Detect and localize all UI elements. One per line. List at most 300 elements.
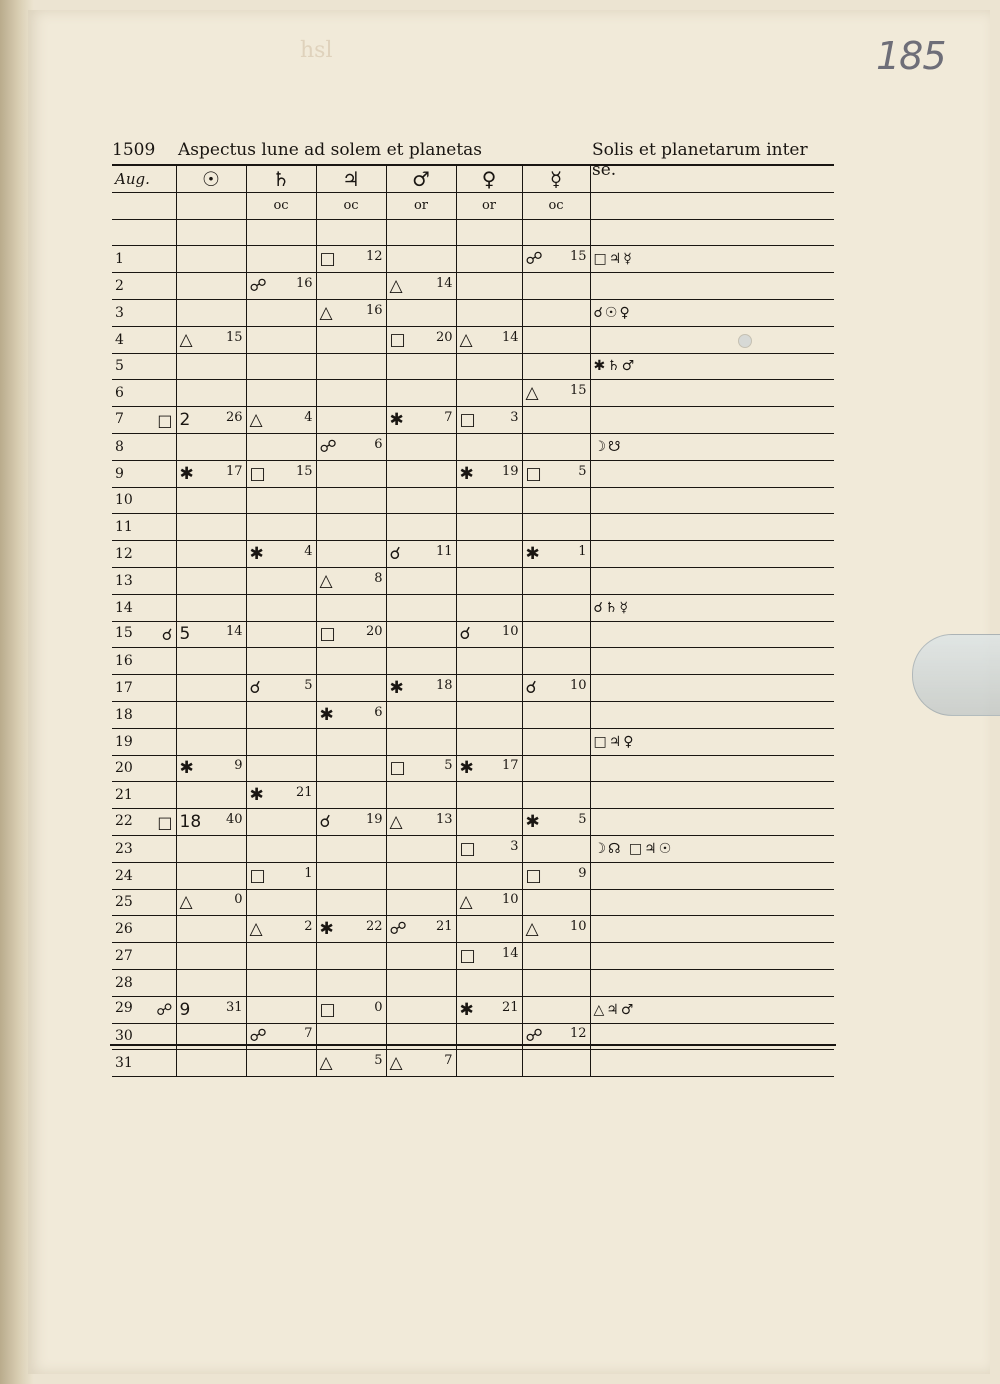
aspect-cell: [386, 728, 456, 755]
aspect-cell: [316, 594, 386, 621]
aspect-cell: [246, 675, 316, 702]
day-cell: [112, 380, 176, 407]
aspect-symbol: □: [389, 758, 406, 779]
aspect-cell: [456, 541, 522, 568]
column-head-saturn-icon: ♄: [246, 165, 316, 192]
bottom-rule: [110, 1044, 836, 1046]
aspect-cell: [316, 326, 386, 353]
aspect-cell: [522, 969, 590, 996]
aspect-cell: [316, 541, 386, 568]
aspect-cell: [176, 755, 246, 782]
planetary-conjunction: [590, 943, 834, 970]
aspect-cell: [316, 460, 386, 487]
aspect-symbol: ✱: [525, 544, 540, 565]
day-cell: [112, 916, 176, 943]
day-number: 25: [115, 894, 133, 911]
aspect-hour: 6: [374, 704, 383, 720]
aspect-cell: [176, 996, 246, 1023]
aspect-hour: 15: [225, 329, 243, 345]
aspect-cell: [176, 594, 246, 621]
aspect-hour: 5: [304, 678, 313, 694]
day-number: 1: [115, 251, 124, 268]
day-number: 30: [115, 1028, 133, 1045]
aspect-hour: 0: [234, 892, 243, 908]
sub-saturn: oc: [246, 192, 316, 219]
day-cell: [112, 648, 176, 675]
aspect-cell: [246, 1050, 316, 1077]
sub-venus: or: [456, 192, 522, 219]
aspect-cell: [386, 460, 456, 487]
planetary-conjunction: [590, 701, 834, 728]
aspect-cell: [176, 433, 246, 460]
aspect-cell: [386, 943, 456, 970]
aspect-symbol: △: [249, 410, 263, 431]
aspect-hour: 15: [295, 463, 313, 479]
aspect-cell: [456, 1050, 522, 1077]
column-head-mercury-icon: ☿: [522, 165, 590, 192]
aspect-symbol: ☍: [249, 1026, 267, 1047]
aspect-hour: 2: [304, 919, 313, 935]
aspect-cell: [456, 675, 522, 702]
planetary-conjunction: [590, 675, 834, 702]
day-number: 21: [115, 787, 133, 804]
aspect-cell: [246, 648, 316, 675]
planetary-conjunction: ☽☊ □♃☉: [590, 835, 834, 862]
planetary-conjunction: ✱♄♂: [590, 353, 834, 380]
aspect-symbol: □: [249, 865, 266, 886]
day-cell: [112, 353, 176, 380]
aspect-cell: [316, 353, 386, 380]
aspect-cell: [316, 916, 386, 943]
aspect-hour: 26: [225, 410, 243, 426]
aspect-cell: [316, 943, 386, 970]
aspect-cell: [386, 755, 456, 782]
aspect-cell: [246, 728, 316, 755]
table-row: [112, 541, 834, 568]
aspect-hour: 16: [365, 302, 383, 318]
aspect-symbol: △: [179, 892, 193, 913]
table-row: [112, 460, 834, 487]
aspect-cell: [456, 380, 522, 407]
table-row: [112, 835, 834, 862]
planetary-conjunction: [590, 648, 834, 675]
table-row: [112, 809, 834, 836]
aspect-hour: 4: [304, 410, 313, 426]
aspect-cell: [386, 996, 456, 1023]
aspect-symbol: □: [459, 410, 476, 431]
day-cell: [112, 701, 176, 728]
column-head-jupiter-icon: ♃: [316, 165, 386, 192]
aspect-cell: [176, 809, 246, 836]
aspect-hour: 14: [435, 276, 453, 292]
day-cell: [112, 326, 176, 353]
aspect-cell: [522, 916, 590, 943]
aspect-cell: [246, 380, 316, 407]
table-row: [112, 246, 834, 273]
aspect-cell: [456, 407, 522, 434]
aspect-symbol: □: [249, 463, 266, 484]
aspect-symbol: ☌: [459, 624, 471, 645]
aspect-cell: [246, 353, 316, 380]
planetary-conjunction: [590, 567, 834, 594]
aspect-hour: 10: [569, 678, 587, 694]
aspect-hour: 3: [510, 410, 519, 426]
planetary-conjunction: [590, 407, 834, 434]
table-row: [112, 621, 834, 648]
table-row: [112, 1050, 834, 1077]
aspect-cell: [456, 916, 522, 943]
aspect-cell: [386, 1050, 456, 1077]
aspect-cell: [246, 433, 316, 460]
aspect-cell: [176, 273, 246, 300]
aspect-cell: [316, 996, 386, 1023]
day-number: 6: [115, 385, 124, 402]
aspect-table: [112, 164, 834, 1077]
table-row: [112, 299, 834, 326]
aspect-cell: [176, 835, 246, 862]
aspect-cell: [522, 862, 590, 889]
aspect-cell: [176, 889, 246, 916]
aspect-cell: [246, 943, 316, 970]
aspect-symbol: ☍: [389, 919, 407, 940]
aspect-cell: [522, 594, 590, 621]
day-number: 4: [115, 331, 124, 348]
column-head-venus-icon: ♀: [456, 165, 522, 192]
aspect-hour: 14: [501, 329, 519, 345]
table-row: [112, 916, 834, 943]
table-row: [112, 433, 834, 460]
day-cell: [112, 621, 176, 648]
aspect-hour: 10: [501, 624, 519, 640]
aspect-cell: [456, 621, 522, 648]
aspect-symbol: ✱: [319, 919, 334, 940]
aspect-hour: 21: [295, 785, 313, 801]
aspect-cell: [246, 273, 316, 300]
aspect-cell: [176, 514, 246, 541]
aspect-cell: [522, 889, 590, 916]
aspect-cell: [522, 755, 590, 782]
aspect-cell: [456, 594, 522, 621]
aspect-cell: [316, 514, 386, 541]
aspect-cell: [316, 433, 386, 460]
day-number: 8: [115, 438, 124, 455]
blank-row: [112, 219, 834, 246]
aspect-hour: 7: [304, 1026, 313, 1042]
day-number: 13: [115, 572, 133, 589]
aspect-cell: [246, 326, 316, 353]
aspect-symbol: ☍: [525, 249, 543, 270]
aspect-cell: [386, 809, 456, 836]
day-cell: [112, 675, 176, 702]
aspect-cell: [386, 621, 456, 648]
aspect-cell: [176, 353, 246, 380]
aspect-cell: [176, 862, 246, 889]
day-number: 27: [115, 948, 133, 964]
aspect-cell: [246, 567, 316, 594]
aspect-symbol: □: [389, 329, 406, 350]
aspect-symbol: △: [459, 329, 473, 350]
header-title-right: Solis et planetarum inter se.: [592, 140, 808, 180]
aspect-cell: [386, 514, 456, 541]
aspect-cell: [316, 889, 386, 916]
aspect-cell: [386, 675, 456, 702]
header-year: 1509: [112, 140, 156, 160]
aspect-cell: [456, 514, 522, 541]
aspect-cell: [522, 567, 590, 594]
day-cell: [112, 460, 176, 487]
aspect-cell: [316, 701, 386, 728]
day-cell: [112, 809, 176, 836]
day-cell: [112, 782, 176, 809]
aspect-symbol: △: [179, 329, 193, 350]
aspect-cell: [522, 246, 590, 273]
aspect-cell: [386, 889, 456, 916]
column-head-month: Aug.: [112, 165, 176, 192]
aspect-cell: [386, 701, 456, 728]
day-number: 31: [115, 1055, 133, 1072]
planetary-conjunction: ☽☋: [590, 433, 834, 460]
column-head-conjunctions: [590, 165, 834, 192]
aspect-symbol: ☍: [525, 1026, 543, 1047]
planetary-conjunction: □♃♀: [590, 728, 834, 755]
aspect-cell: [522, 996, 590, 1023]
lunar-aspect-symbol: □: [157, 410, 173, 430]
table-row: [112, 996, 834, 1023]
aspect-hour: 40: [225, 812, 243, 828]
planetary-conjunction: [590, 1050, 834, 1077]
day-number: 10: [115, 492, 133, 509]
aspect-cell: [316, 728, 386, 755]
aspect-cell: [456, 701, 522, 728]
day-cell: [112, 728, 176, 755]
aspect-hour: 14: [501, 946, 519, 961]
table-row: [112, 862, 834, 889]
aspect-symbol: ✱: [179, 758, 194, 779]
aspect-cell: [456, 862, 522, 889]
aspect-cell: [316, 1050, 386, 1077]
aspect-cell: [386, 380, 456, 407]
aspect-hour: 1: [304, 865, 313, 881]
aspect-cell: [246, 299, 316, 326]
direction-row: [112, 192, 834, 219]
day-cell: [112, 541, 176, 568]
day-number: 22: [115, 812, 133, 829]
aspect-hour: 5: [444, 758, 453, 774]
aspect-symbol: △: [249, 919, 263, 940]
aspect-hour: 22: [365, 919, 383, 935]
aspect-symbol: △: [525, 919, 539, 940]
day-number: 26: [115, 921, 133, 938]
aspect-cell: [456, 755, 522, 782]
lunar-aspect-symbol: □: [157, 812, 173, 832]
aspect-symbol: □: [319, 999, 336, 1020]
aspect-cell: [316, 380, 386, 407]
aspect-hour: 12: [365, 249, 383, 265]
planetary-conjunction: [590, 782, 834, 809]
aspect-cell: [386, 353, 456, 380]
aspect-hour: 3: [510, 838, 519, 854]
aspect-cell: [176, 326, 246, 353]
aspect-hour: 7: [444, 1053, 453, 1069]
aspect-symbol: □: [459, 838, 476, 859]
day-cell: [112, 835, 176, 862]
day-number: 18: [115, 706, 133, 723]
day-number: 29: [115, 1000, 133, 1017]
aspect-cell: [522, 460, 590, 487]
planetary-conjunction: [590, 380, 834, 407]
planetary-conjunction: [590, 916, 834, 943]
aspect-hour: 9: [578, 865, 587, 881]
aspect-cell: [246, 862, 316, 889]
day-number: 24: [115, 867, 133, 884]
aspect-symbol: □: [525, 865, 542, 886]
aspect-cell: [246, 889, 316, 916]
aspect-symbol: ☌: [319, 812, 331, 833]
planetary-conjunction: [590, 889, 834, 916]
aspect-cell: [246, 969, 316, 996]
aspect-cell: [176, 621, 246, 648]
faded-stamp: hsl: [300, 38, 333, 63]
aspect-cell: [316, 567, 386, 594]
aspect-symbol: ✱: [179, 463, 194, 484]
aspect-symbol: ☌: [389, 544, 401, 565]
aspect-cell: [176, 648, 246, 675]
table-row: [112, 755, 834, 782]
aspect-cell: [176, 782, 246, 809]
aspect-cell: [522, 621, 590, 648]
aspect-cell: [176, 728, 246, 755]
aspect-cell: [456, 889, 522, 916]
column-head-mars-icon: ♂: [386, 165, 456, 192]
day-cell: [112, 996, 176, 1023]
lunar-aspect-symbol: ☌: [161, 624, 173, 644]
aspect-cell: [522, 943, 590, 970]
day-number: 17: [115, 680, 133, 697]
planetary-conjunction: [590, 862, 834, 889]
aspect-symbol: 2: [179, 410, 191, 431]
aspect-cell: [456, 326, 522, 353]
aspect-hour: 5: [374, 1053, 383, 1069]
day-cell: [112, 755, 176, 782]
aspect-cell: [246, 916, 316, 943]
table-row: [112, 701, 834, 728]
aspect-symbol: 5: [179, 624, 191, 645]
aspect-cell: [316, 675, 386, 702]
aspect-cell: [176, 380, 246, 407]
aspect-cell: [316, 782, 386, 809]
aspect-symbol: ✱: [459, 999, 474, 1020]
aspect-symbol: ☌: [525, 678, 537, 699]
aspect-cell: [522, 353, 590, 380]
aspect-hour: 6: [374, 436, 383, 452]
aspect-cell: [316, 299, 386, 326]
day-cell: [112, 407, 176, 434]
aspect-symbol: ✱: [319, 704, 334, 725]
header-title-left: Aspectus lune ad solem et planetas: [178, 140, 483, 160]
aspect-cell: [456, 246, 522, 273]
day-cell: [112, 273, 176, 300]
aspect-cell: [456, 487, 522, 514]
sub-mercury: oc: [522, 192, 590, 219]
aspect-hour: 15: [569, 383, 587, 399]
aspect-cell: [456, 299, 522, 326]
aspect-cell: [316, 862, 386, 889]
aspect-symbol: ✱: [249, 544, 264, 565]
aspect-cell: [522, 809, 590, 836]
aspect-symbol: △: [319, 1053, 333, 1074]
aspect-cell: [316, 273, 386, 300]
day-cell: [112, 862, 176, 889]
aspect-hour: 5: [578, 463, 587, 479]
table-row: [112, 514, 834, 541]
aspect-cell: [386, 862, 456, 889]
aspect-cell: [456, 996, 522, 1023]
aspect-hour: 16: [295, 276, 313, 292]
aspect-hour: 7: [444, 410, 453, 426]
day-cell: [112, 1050, 176, 1077]
lunar-aspect-symbol: ☍: [156, 1000, 173, 1020]
aspect-hour: 14: [225, 624, 243, 640]
aspect-symbol: △: [389, 276, 403, 297]
aspect-cell: [456, 273, 522, 300]
aspect-cell: [386, 969, 456, 996]
aspect-hour: 17: [501, 758, 519, 774]
aspect-symbol: □: [525, 463, 542, 484]
table-row: [112, 648, 834, 675]
aspect-cell: [316, 487, 386, 514]
planetary-conjunction: [590, 969, 834, 996]
aspect-symbol: □: [319, 249, 336, 270]
aspect-symbol: □: [319, 624, 336, 645]
aspect-cell: [522, 675, 590, 702]
aspect-hour: 20: [365, 624, 383, 640]
aspect-cell: [522, 1050, 590, 1077]
table-row: [112, 487, 834, 514]
aspect-symbol: 9: [179, 999, 191, 1020]
aspect-cell: [246, 755, 316, 782]
planetary-conjunction: [590, 326, 834, 353]
day-cell: [112, 567, 176, 594]
planetary-conjunction: [590, 514, 834, 541]
aspect-symbol: △: [389, 812, 403, 833]
aspect-cell: [246, 809, 316, 836]
aspect-cell: [522, 701, 590, 728]
aspect-hour: 9: [234, 758, 243, 774]
aspect-cell: [316, 969, 386, 996]
aspect-symbol: □: [459, 946, 476, 966]
aspect-cell: [176, 567, 246, 594]
aspect-cell: [316, 621, 386, 648]
aspect-cell: [456, 809, 522, 836]
sub-conjunctions: [590, 192, 834, 219]
aspect-cell: [176, 299, 246, 326]
day-number: 23: [115, 840, 133, 857]
aspect-cell: [522, 514, 590, 541]
aspect-cell: [316, 755, 386, 782]
aspect-cell: [386, 567, 456, 594]
aspect-hour: 15: [569, 249, 587, 265]
aspect-cell: [386, 246, 456, 273]
planetary-conjunction: [590, 755, 834, 782]
aspect-hour: 5: [578, 812, 587, 828]
aspect-cell: [456, 648, 522, 675]
aspect-cell: [246, 594, 316, 621]
day-number: 3: [115, 304, 124, 321]
aspect-cell: [522, 728, 590, 755]
aspect-symbol: ✱: [525, 812, 540, 833]
table-row: [112, 407, 834, 434]
day-cell: [112, 514, 176, 541]
